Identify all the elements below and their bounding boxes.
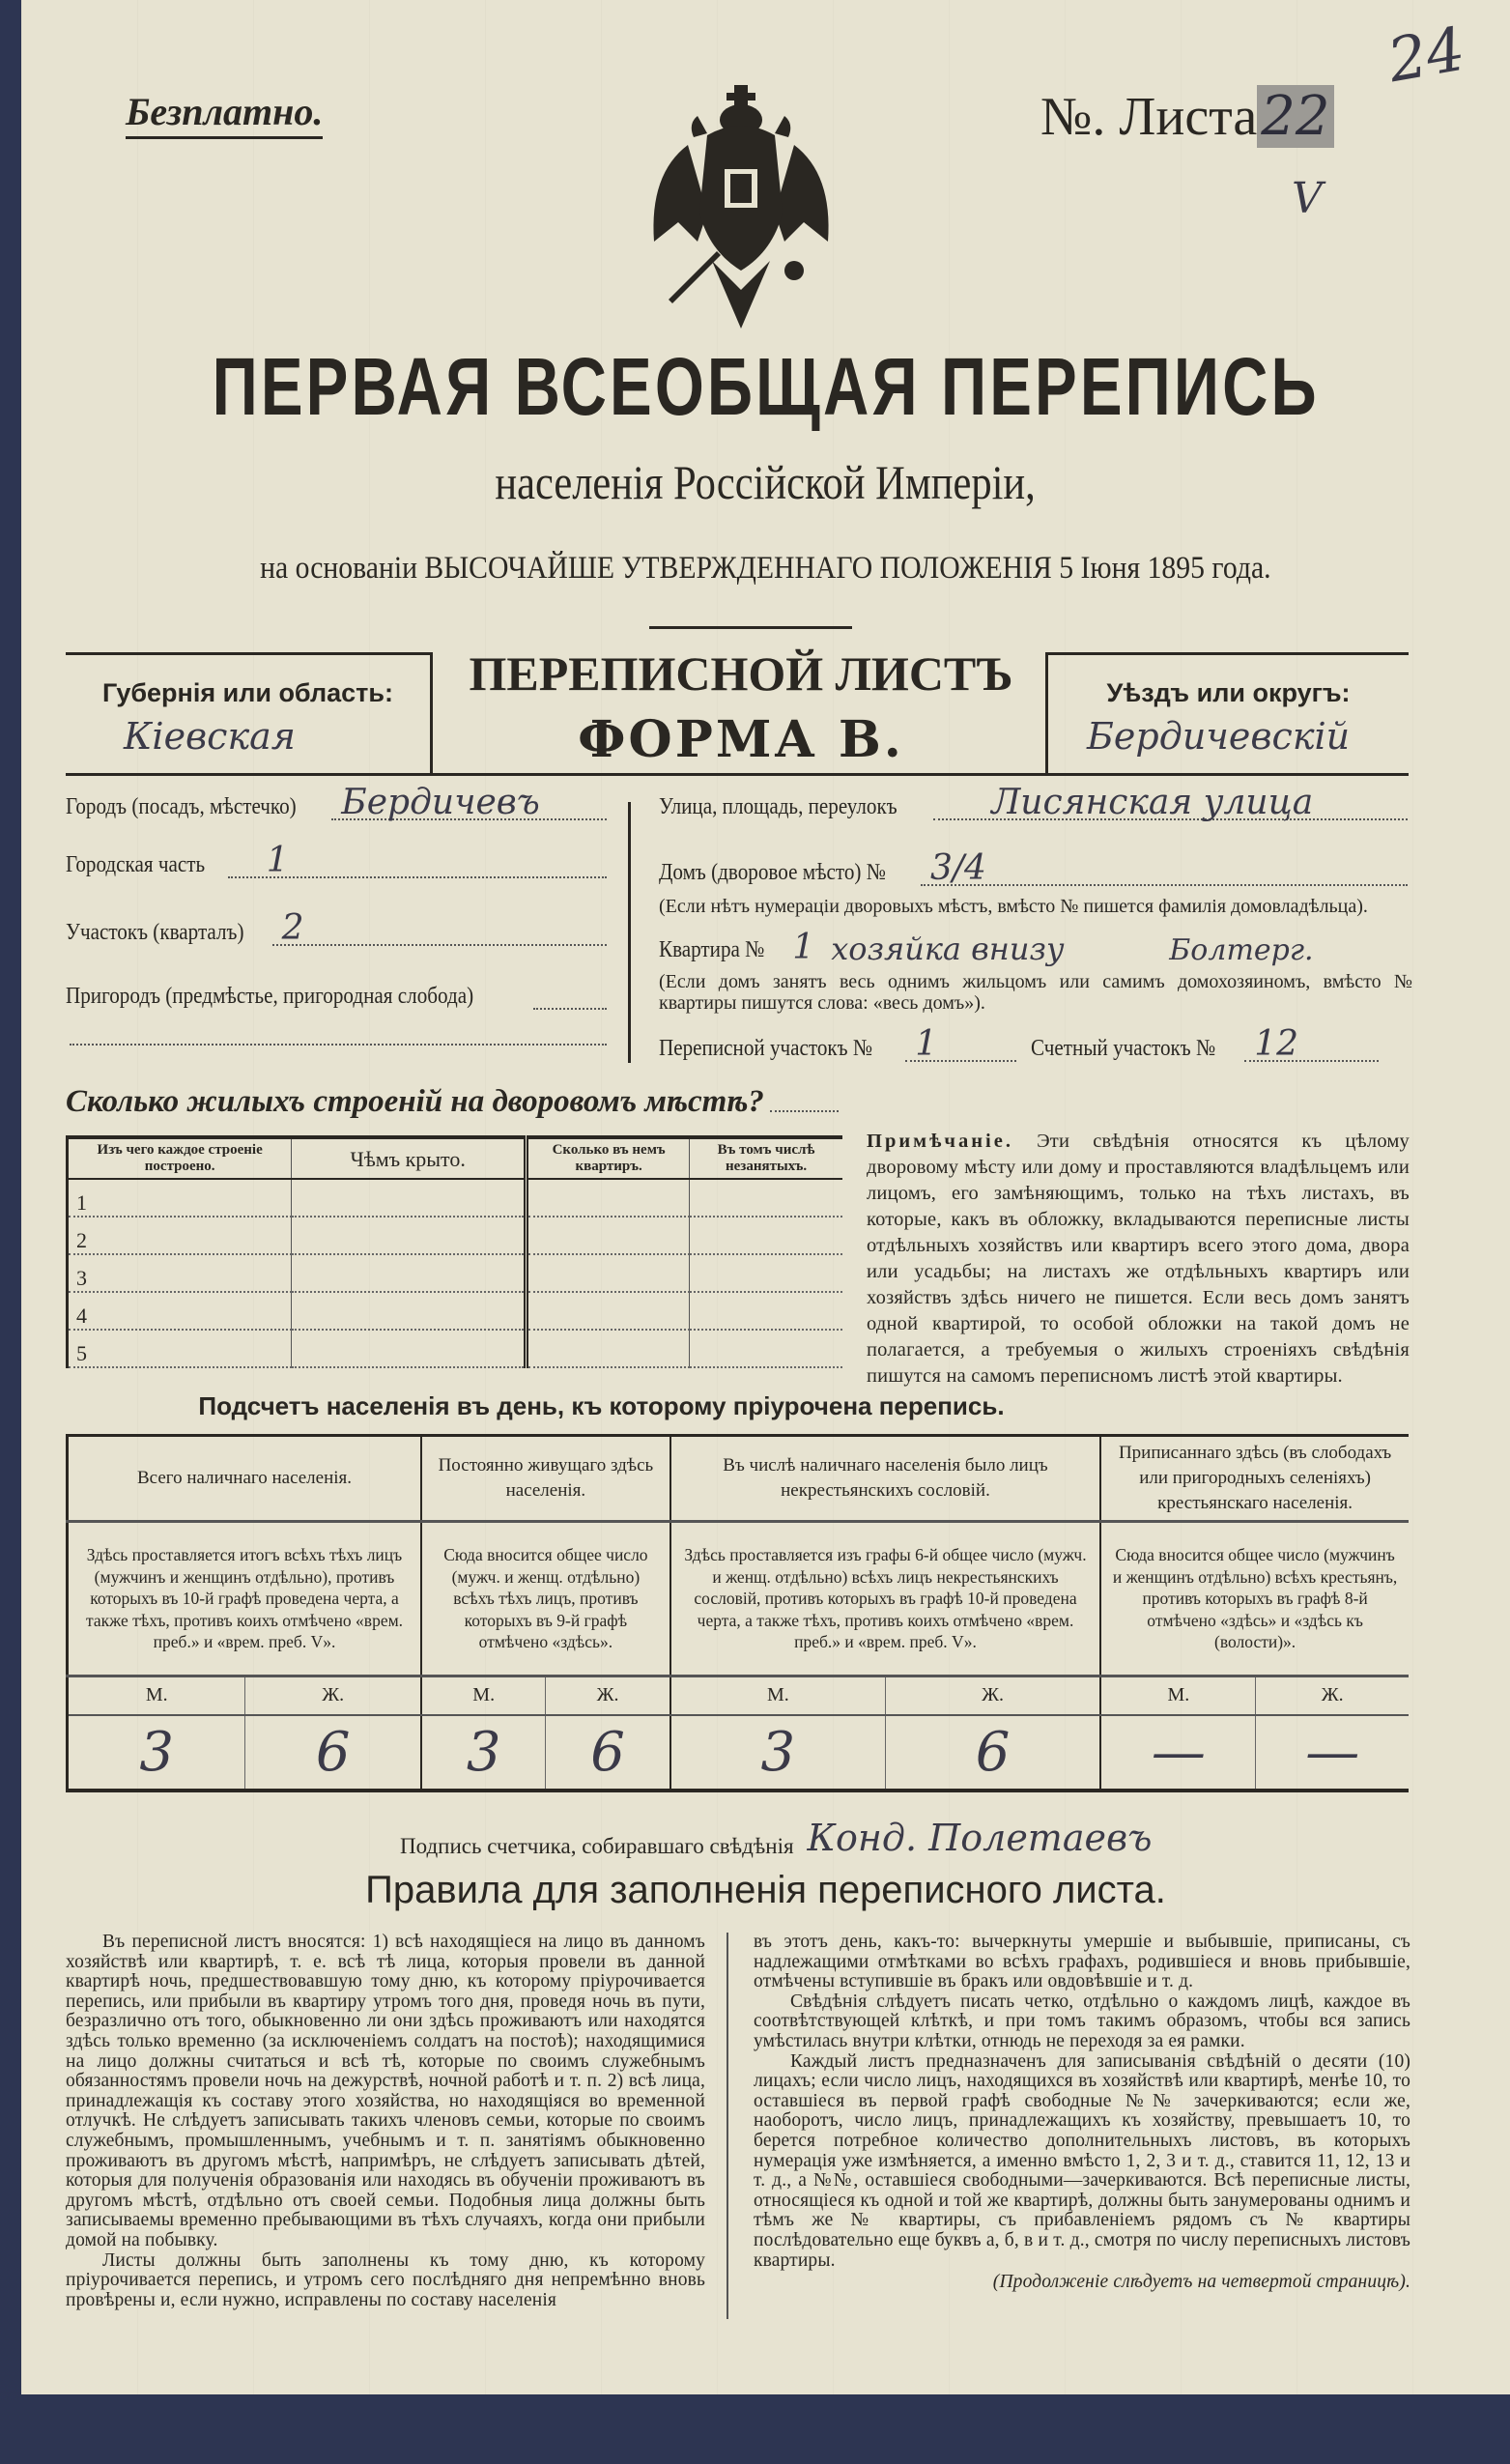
city-value: Бердичевъ xyxy=(341,783,540,822)
province-box xyxy=(66,652,433,773)
table-row: 4 xyxy=(68,1292,843,1330)
buildings-table xyxy=(66,1135,842,1368)
sheet-number-label: №. Листа xyxy=(1040,87,1258,147)
rules-column-left xyxy=(66,1933,705,2310)
precinct-field: Участокъ (кварталъ) 2 xyxy=(66,920,607,946)
male-count: 3 xyxy=(68,1715,245,1791)
column-header: Приписаннаго здѣсь (въ слободахъ или пригородныхъ селеніяхъ) крестьянскаго населенія. xyxy=(1100,1436,1409,1522)
house-note: (Если нѣтъ нумераціи дворовыхъ мѣстъ, вмѣсто № пишется фамилія домовладѣльца). xyxy=(659,896,1368,917)
legal-basis: на основаніи ВЫСОЧАЙШЕ УТВЕРЖДЕННАГО ПОЛОЖЕНІЯ 5 Іюня 1895 года. xyxy=(260,551,1271,586)
apartment-note: (Если домъ занятъ весь однимъ жильцомъ или самимъ домохозяиномъ, вмѣсто № квартиры пишутся слова: «весь домъ»). xyxy=(659,971,1412,1014)
remark-label: Примѣчаніе. xyxy=(867,1131,1013,1152)
female-count: 6 xyxy=(245,1715,421,1791)
rules-paragraph: въ этотъ день, какъ-то: вычеркнуты умершіе и выбывшіе, приписаны, съ надлежащими отмѣтками во всѣхъ графахъ, родившіеся и вновь прибывшіе, отмѣчены вступившіе въ бракъ или овдовѣвшіе и т. д. xyxy=(754,1932,1410,1992)
archive-page-number: 24 xyxy=(1382,13,1470,97)
count-district-value: 12 xyxy=(1254,1024,1299,1064)
population-count-table xyxy=(66,1434,1409,1792)
value-row xyxy=(68,1715,1410,1791)
city-part-value: 1 xyxy=(266,841,289,880)
female-count: 6 xyxy=(885,1715,1100,1791)
district-label: Уѣздъ или округъ: xyxy=(1106,678,1351,707)
female-count: 6 xyxy=(546,1715,670,1791)
apartment-remark: хозяйка внизу xyxy=(831,931,1065,967)
street-value: Лисянская улица xyxy=(991,783,1314,822)
rules-paragraph: Въ переписной листъ вносятся: 1) всѣ находящіеся на лицо въ данномъ хозяйствѣ или квартирѣ, т. е. всѣ тѣ лица, которыя провели въ данной квартирѣ ночь, предшествовавшую тому дню, къ которому пріурочивается перепись, или прибыли въ квартиру утромъ того дня, проведя ночь въ пути, безразлично отъ того, обыкновенно ли они здѣсь проживаютъ или находятся здѣсь только временно (за исключеніемъ солдатъ на постоѣ); находящимися на лицо должны считаться и всѣ тѣ, которые по своимъ служебнымъ обязанностямъ провели ночь на дежурствѣ, ночной работѣ и т. п. 2) всѣ лица, принадлежащія къ составу этого хозяйства, но находящіяся во временной отлучкѣ. Не слѣдуетъ записывать такихъ членовъ семьи, которые по своимъ служебнымъ, промышленнымъ, учебнымъ и т. п. занятіямъ обыкновенно проживаютъ въ другомъ мѣстѣ, напримѣръ, не слѣдуетъ записывать дѣтей, которыя для полученія образованія или находясь въ обученіи проживаютъ въ другомъ мѣстѣ, отдѣльно отъ своей семьи. Подобныя лица должны быть записываемы временно пребывающими въ тѣхъ случаяхъ, когда они прибыли домой на побывку. xyxy=(66,1932,705,2250)
column-header: Въ числѣ наличнаго населенія было лицъ некрестьянскихъ сословій. xyxy=(670,1436,1100,1522)
divider xyxy=(66,773,1409,776)
column-header: Чѣмъ крыто. xyxy=(292,1137,527,1179)
house-value: 3/4 xyxy=(929,848,986,888)
sex-header-row: М. Ж. М. Ж. М. Ж. М. Ж. xyxy=(68,1676,1410,1715)
column-header: Изъ чего каждое строеніе построено. xyxy=(68,1137,292,1179)
continued-note: (Продолженіе слѣдуетъ на четвертой страницѣ). xyxy=(992,2272,1410,2293)
page-subtitle: населенія Россійской Имперіи, xyxy=(495,455,1037,509)
table-header-row xyxy=(68,1137,843,1179)
street-field: Улица, площадь, переулокъ Лисянская улица xyxy=(659,794,1408,820)
divider xyxy=(649,626,852,629)
remark-text: Эти свѣдѣнія относятся къ цѣлому дворовому мѣсту или дому и проставляются владѣльцемъ или лицомъ, его замѣняющимъ, только на тѣхъ листахъ, въ которые, какъ въ обложку, вкладываются переписные листы отдѣльныхъ хозяйствъ или квартиръ всего этого дома, двора или усадьбы; на листахъ же отдѣльныхъ квартиръ или хозяйствъ здѣсь ничего не пишется. Если весь домъ занятъ одной квартирой, то особой обложки на такой домъ не полагается, а требуемыя о жилыхъ строеніяхъ свѣдѣнія пишутся на самомъ переписномъ листѣ этой квартиры. xyxy=(867,1131,1410,1387)
check-mark: V xyxy=(1292,174,1323,223)
table-row: 1 xyxy=(68,1179,843,1217)
count-district-field: Счетный участокъ № 12 xyxy=(1031,1036,1379,1062)
signature-value: Конд. Полетаевъ xyxy=(807,1817,1153,1859)
district-box xyxy=(1045,652,1409,773)
precinct-value: 2 xyxy=(281,908,304,948)
suburb-field: Пригородъ (предмѣстье, пригородная слобода) xyxy=(66,984,607,1010)
form-title: ПЕРЕПИСНОЙ ЛИСТЪ xyxy=(469,646,1013,701)
rules-title: Правила для заполненія переписного листа. xyxy=(365,1869,1166,1911)
district-value: Бердичевскій xyxy=(1087,715,1351,758)
table-row: 3 xyxy=(68,1254,843,1292)
rules-paragraph: Листы должны быть заполнены къ тому дню, къ которому пріурочивается перепись, и утромъ сего послѣдняго дня непремѣнно вновь провѣрены и, если нужно, исправлены по составу населенія xyxy=(66,2249,705,2310)
census-district-field: Переписной участокъ № 1 xyxy=(659,1036,1016,1062)
table-row: 2 xyxy=(68,1217,843,1254)
province-label: Губернія или область: xyxy=(102,678,393,707)
remark-note xyxy=(867,1129,1410,1390)
table-row: 5 xyxy=(68,1330,843,1367)
male-count: 3 xyxy=(670,1715,886,1791)
male-count: 3 xyxy=(421,1715,546,1791)
female-count: — xyxy=(1256,1715,1409,1791)
enumerator-signature xyxy=(400,1817,1152,1859)
population-count-title: Подсчетъ населенія въ день, къ которому пріурочена перепись. xyxy=(198,1391,1005,1420)
apartment-field: Квартира № 1 хозяйка внизу Болтерг. xyxy=(659,928,1314,967)
column-header: Въ томъ числѣ незанятыхъ. xyxy=(690,1137,842,1179)
province-value: Кіевская xyxy=(124,715,296,758)
rules-column-right xyxy=(754,1933,1410,2293)
rules-paragraph: Каждый листъ предназначенъ для записыванія свѣдѣній о десяти (10) лицахъ; если число лицъ, находящихся въ хозяйствѣ или квартирѣ, менѣе 10, то оставшіеся въ первой графѣ свободные №№ зачеркиваются; если же, наоборотъ, число лицъ, принадлежащихъ къ хозяйству, превышаетъ 10, то берется потребное количество дополнительныхъ листовъ, въ которыхъ нумерація уже измѣняется, а именно вмѣсто 1, 2, 3 и т. д., ставится 11, 12, 13 и т. д., а №№, оставшіеся свободными—зачеркиваются. Всѣ переписные листы, относящіеся къ одной и той же квартирѣ, должны быть занумерованы однимъ и тѣмъ же № квартиры, съ прибавленіемъ рядомъ съ № квартиры послѣдовательно еще буквъ а, б, в и т. д., смотря по числу переписныхъ листовъ квартиры. xyxy=(754,2050,1410,2271)
census-district-value: 1 xyxy=(915,1024,938,1064)
table-header-row xyxy=(68,1436,1410,1522)
signature-label: Подпись счетчика, собиравшаго свѣдѣнія xyxy=(400,1834,794,1858)
form-subtitle: ФОРМА В. xyxy=(578,710,904,769)
free-of-charge-label: Безплатно. xyxy=(126,89,323,139)
description-row: Здѣсь проставляется итогъ всѣхъ тѣхъ лицъ (мужчинъ и женщинъ отдѣльно), противъ которыхъ въ 10-й графѣ проведена черта, а также тѣхъ, противъ коихъ отмѣчено «врем. преб.» и «врем. преб. V». Сюда вносится общее число (мужч. и женщ. отдѣльно) всѣхъ тѣхъ лицъ, противъ которыхъ въ 9-й графѣ отмѣчено «здѣсь». Здѣсь проставляется изъ графы 6-й общее число (мужч. и женщ. отдѣльно) всѣхъ лицъ некрестьянскихъ сословій, противъ которыхъ въ графѣ 10-й проведена черта, а также тѣхъ, противъ коихъ отмѣчено «врем. преб.» и «врем. преб. V». Сюда вносится общее число (мужчинъ и женщинъ отдѣльно) всѣхъ крестьянъ, противъ которыхъ въ графѣ 8-й отмѣчено «здѣсь» и «здѣсь къ (волости)». xyxy=(68,1522,1410,1676)
sheet-number-value: 22 xyxy=(1257,85,1333,148)
column-header: Всего наличнаго населенія. xyxy=(68,1436,422,1522)
apartment-owner: Болтерг. xyxy=(1169,933,1314,967)
city-part-field: Городская часть 1 xyxy=(66,852,607,878)
census-sheet xyxy=(21,0,1510,2394)
divider xyxy=(628,802,631,1063)
sheet-number xyxy=(1040,85,1334,148)
male-count: — xyxy=(1100,1715,1256,1791)
divider xyxy=(727,1933,728,2319)
apartment-value: 1 xyxy=(792,928,815,967)
suburb-continuation-line xyxy=(66,1044,607,1046)
house-field: Домъ (дворовое мѣсто) № 3/4 xyxy=(659,860,1408,886)
column-header: Сколько въ немъ квартиръ. xyxy=(527,1137,690,1179)
rules-paragraph: Свѣдѣнія слѣдуетъ писать четко, отдѣльно о каждомъ лицѣ, каждое въ соотвѣтствующей клѣткѣ, и при томъ такимъ образомъ, чтобы вся запись умѣстилась внутри клѣтки, отнюдь не переходя за ея рамки. xyxy=(754,1991,1410,2051)
city-field: Городъ (посадъ, мѣстечко) Бердичевъ xyxy=(66,794,607,820)
imperial-eagle-emblem-icon xyxy=(630,77,852,338)
buildings-question: Сколько жилыхъ строеній на дворовомъ мѣстѣ? xyxy=(66,1084,839,1120)
column-header: Постоянно живущаго здѣсь населенія. xyxy=(421,1436,670,1522)
page-title: ПЕРВАЯ ВСЕОБЩАЯ ПЕРЕПИСЬ xyxy=(212,341,1320,432)
